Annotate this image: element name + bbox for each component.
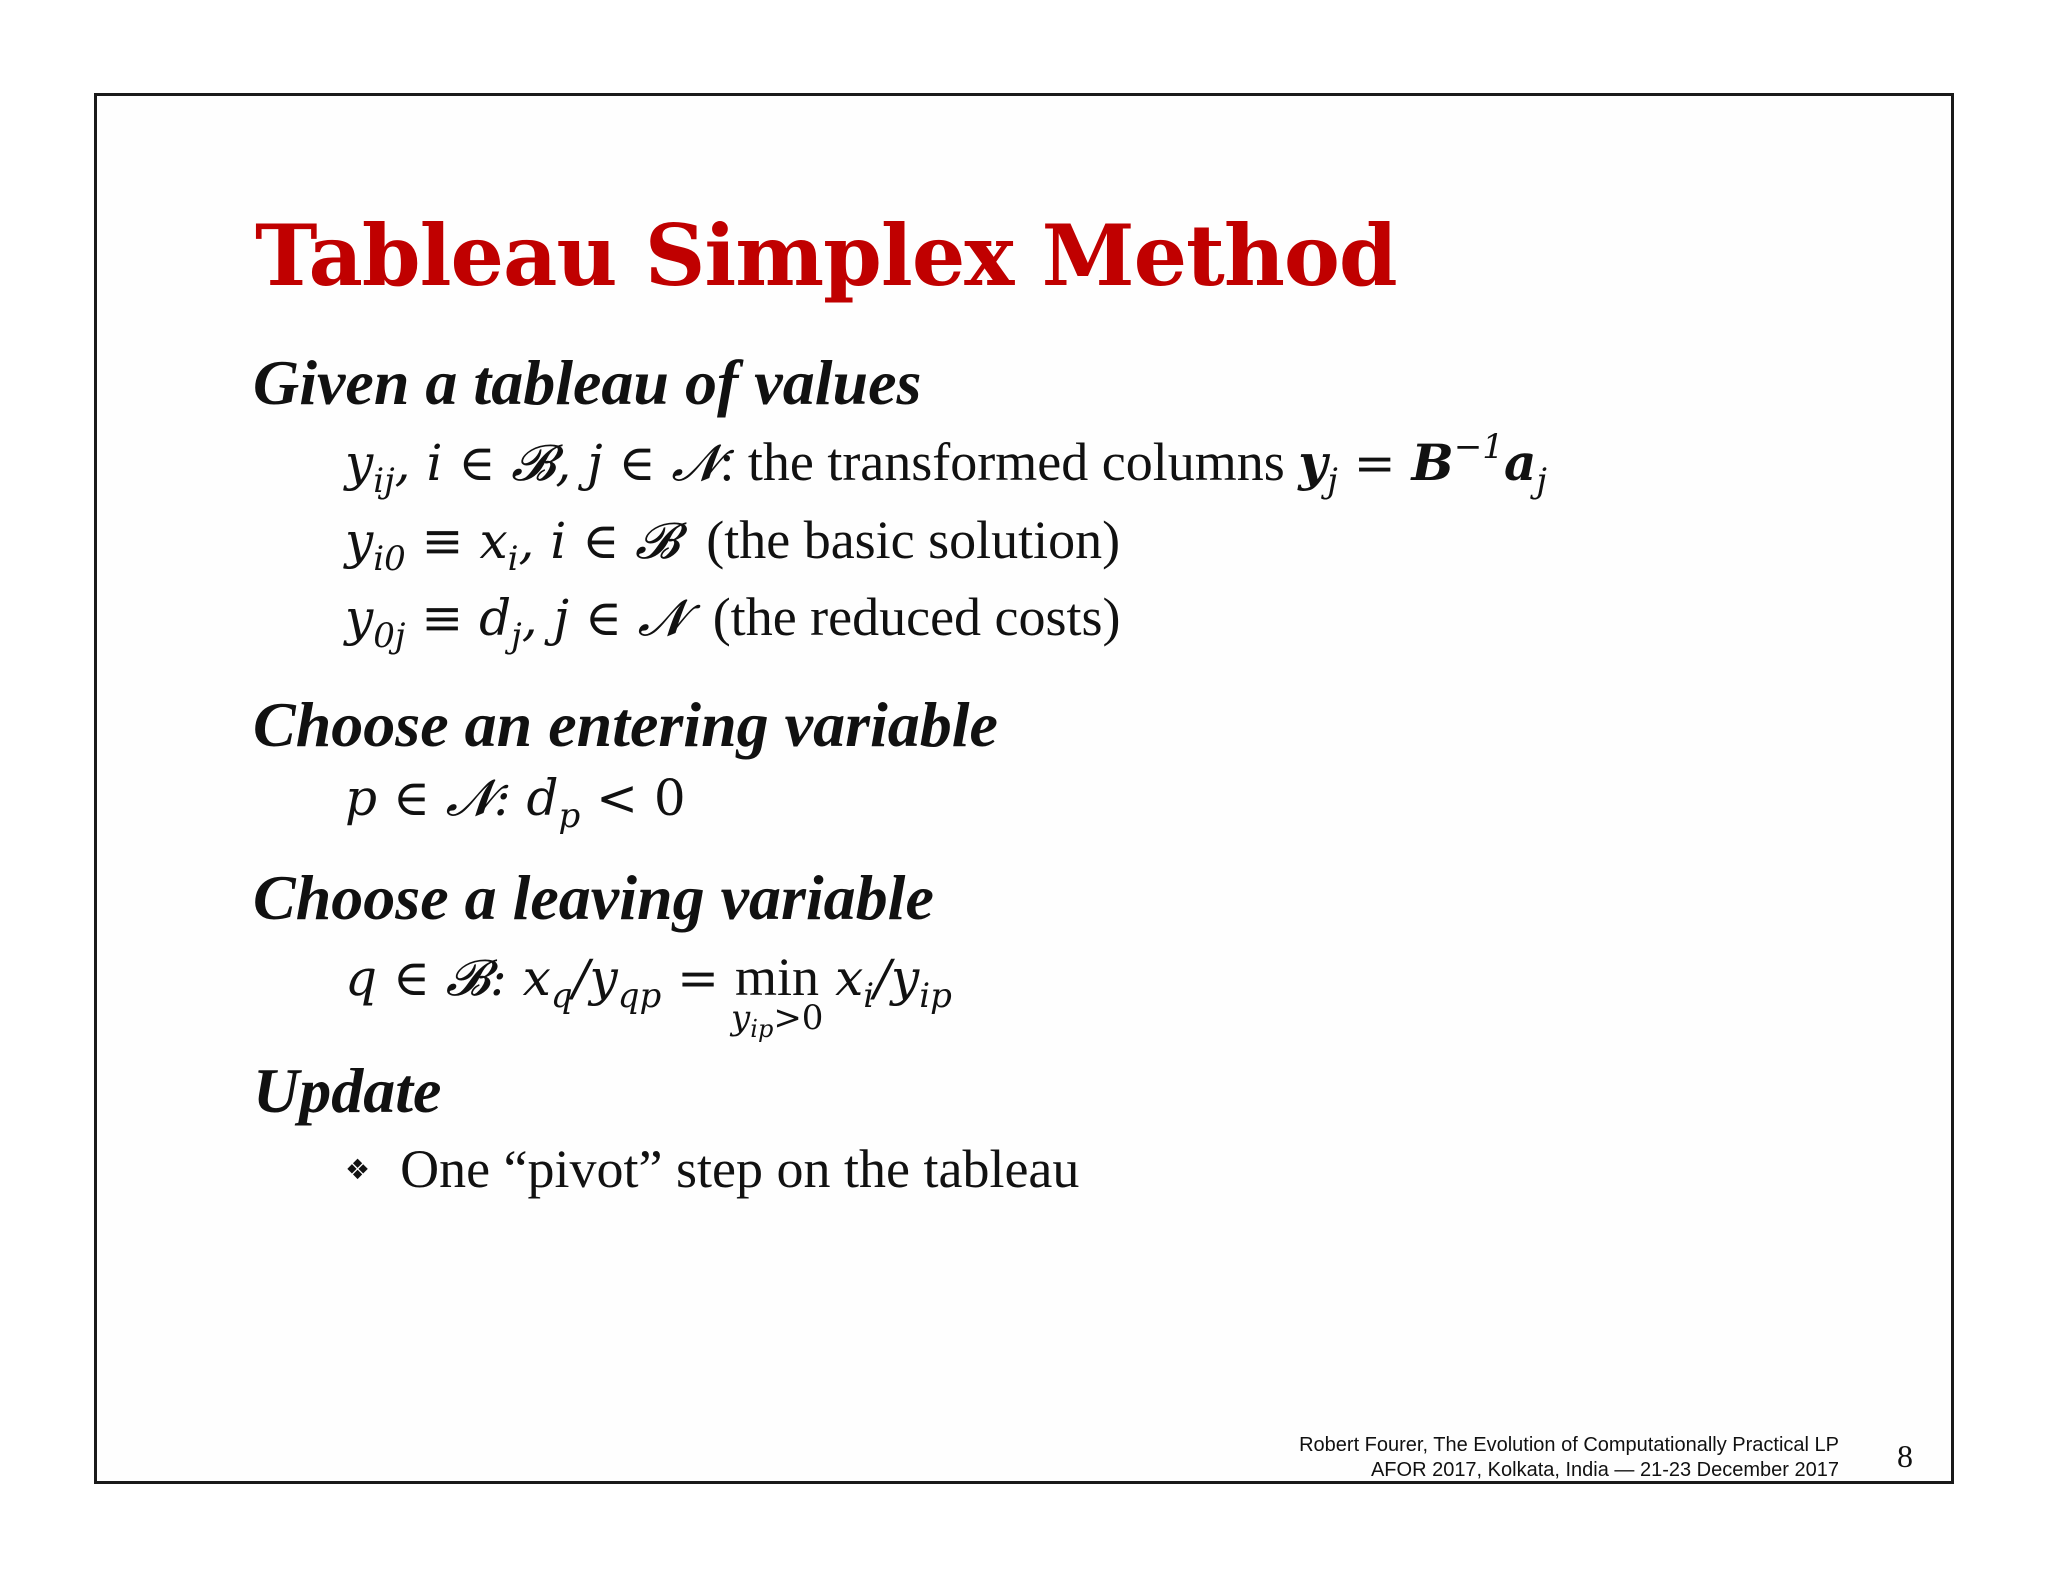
formula-basic-solution: $y_{i0} \equiv x_i$, i ∈ 𝓑 xyxy=(345,512,680,579)
footer-line-1: Robert Fourer, The Evolution of Computationally Practical LP xyxy=(1299,1434,1839,1456)
leaving-formula xyxy=(345,946,952,1043)
min-condition: $y_{ip}>0$ xyxy=(731,998,824,1043)
formula-leaving-variable: q ∈ 𝓑: $x_q/y_{qp} = \min$ $y_{ip}>0$ $x_i/y_{ip}$ xyxy=(345,947,952,1043)
formula-reduced-costs: $y_{0j} \equiv d_j$, j ∈ 𝓝 xyxy=(345,589,686,656)
given-line-3-text: (the reduced costs) xyxy=(712,587,1121,647)
given-line-2 xyxy=(345,509,1121,579)
formula-transformed-columns: $y_j = B^{-1}a_j$ xyxy=(1298,427,1547,501)
update-bullet-item xyxy=(345,1138,1079,1200)
slide-title: Tableau Simplex Method xyxy=(255,206,1397,305)
given-line-2-text: (the basic solution) xyxy=(706,510,1121,570)
given-line-3 xyxy=(345,586,1121,656)
heading-entering: Choose an entering variable xyxy=(253,689,998,760)
diamond-bullet-icon: ❖ xyxy=(345,1153,371,1186)
slide xyxy=(94,93,1954,1484)
given-line-1 xyxy=(345,427,1547,501)
formula-entering-variable: p ∈ 𝓝: $d_p < 0$ xyxy=(345,769,686,836)
given-line-1-text: : the transformed columns xyxy=(719,432,1299,492)
page-number: 8 xyxy=(1897,1438,1913,1474)
min-operator: min $y_{ip}>0$ xyxy=(731,947,824,1043)
footer-line-2: AFOR 2017, Kolkata, India — 21-23 December 2017 xyxy=(1370,1459,1839,1481)
entering-formula xyxy=(345,766,686,836)
heading-given: Given a tableau of values xyxy=(253,347,922,418)
update-bullet-text: One “pivot” step on the tableau xyxy=(400,1139,1080,1199)
heading-leaving: Choose a leaving variable xyxy=(253,862,934,933)
slide-footer xyxy=(1299,1433,1839,1483)
heading-update: Update xyxy=(253,1055,442,1126)
formula-yij-index-sets: $y_{ij}$, i ∈ 𝓑, j ∈ 𝓝 xyxy=(345,434,720,501)
